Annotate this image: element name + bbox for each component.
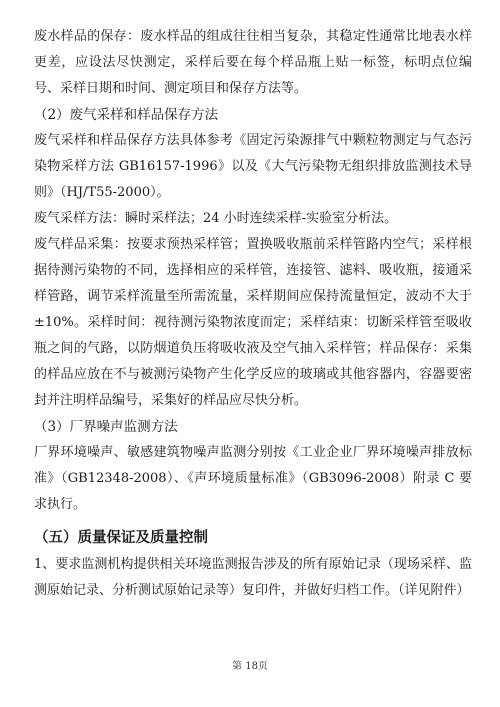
page-number: 第 18页	[232, 661, 268, 672]
qa-item-1: 1、要求监测机构提供相关环境监测报告涉及的所有原始记录（现场采样、监测原始记录、分析测试原始记录等）复印件，并做好归档工作。（详见附件）	[34, 557, 472, 598]
noise-paragraph: 厂界环境噪声、敏感建筑物噪声监测分别按《工业企业厂界环境噪声排放标准》（GB12348-2008）、《声环境质量标准》（GB3096-2008）附录 C 要求执行。	[34, 445, 472, 512]
water-storage-paragraph: 废水样品的保存：废水样品的组成往往相当复杂，其稳定性通常比地表水样更差，应设法尽快测定，采样后要在每个样品瓶上贴一标签，标明点位编号、采样日期和时间、测定项目和保存方法等。	[34, 29, 472, 96]
gas-collection-paragraph: 废气样品采集：按要求预热采样管；置换吸收瓶前采样管路内空气；采样根据待测污染物的不同，选择相应的采样管，连接管、滤料、吸收瓶，接通采样管路，调节采样流量至所需流量，采样期间应保持流量恒定，波动不大于±10%。采样时间：视待测污染物浓度而定；采样结束：切断采样管至吸收瓶之间的气路，以防烟道负压将吸收液及空气抽入采样管；样品保存：采集的样品应放在不与被测污染物产生化学反应的玻璃或其他容器内，容器要密封并注明样品编号，采集好的样品应尽快分析。	[34, 237, 472, 408]
gas-method-paragraph: 废气采样方法：瞬时采样法；24 小时连续采样-实验室分析法。	[34, 211, 398, 226]
noise-heading: （3）厂界噪声监测方法	[34, 419, 178, 435]
gas-sampling-heading: （2）废气采样和样品保存方法	[34, 107, 219, 123]
qa-section-heading: （五）质量保证及质量控制	[34, 530, 208, 546]
gas-reference-paragraph: 废气采样和样品保存方法具体参考《固定污染源排气中颗粒物测定与气态污染物采样方法 GB16157-1996》以及《大气污染物无组织排放监测技术导则》（HJ/T55-2000）。	[34, 133, 472, 200]
page-body	[34, 24, 472, 604]
